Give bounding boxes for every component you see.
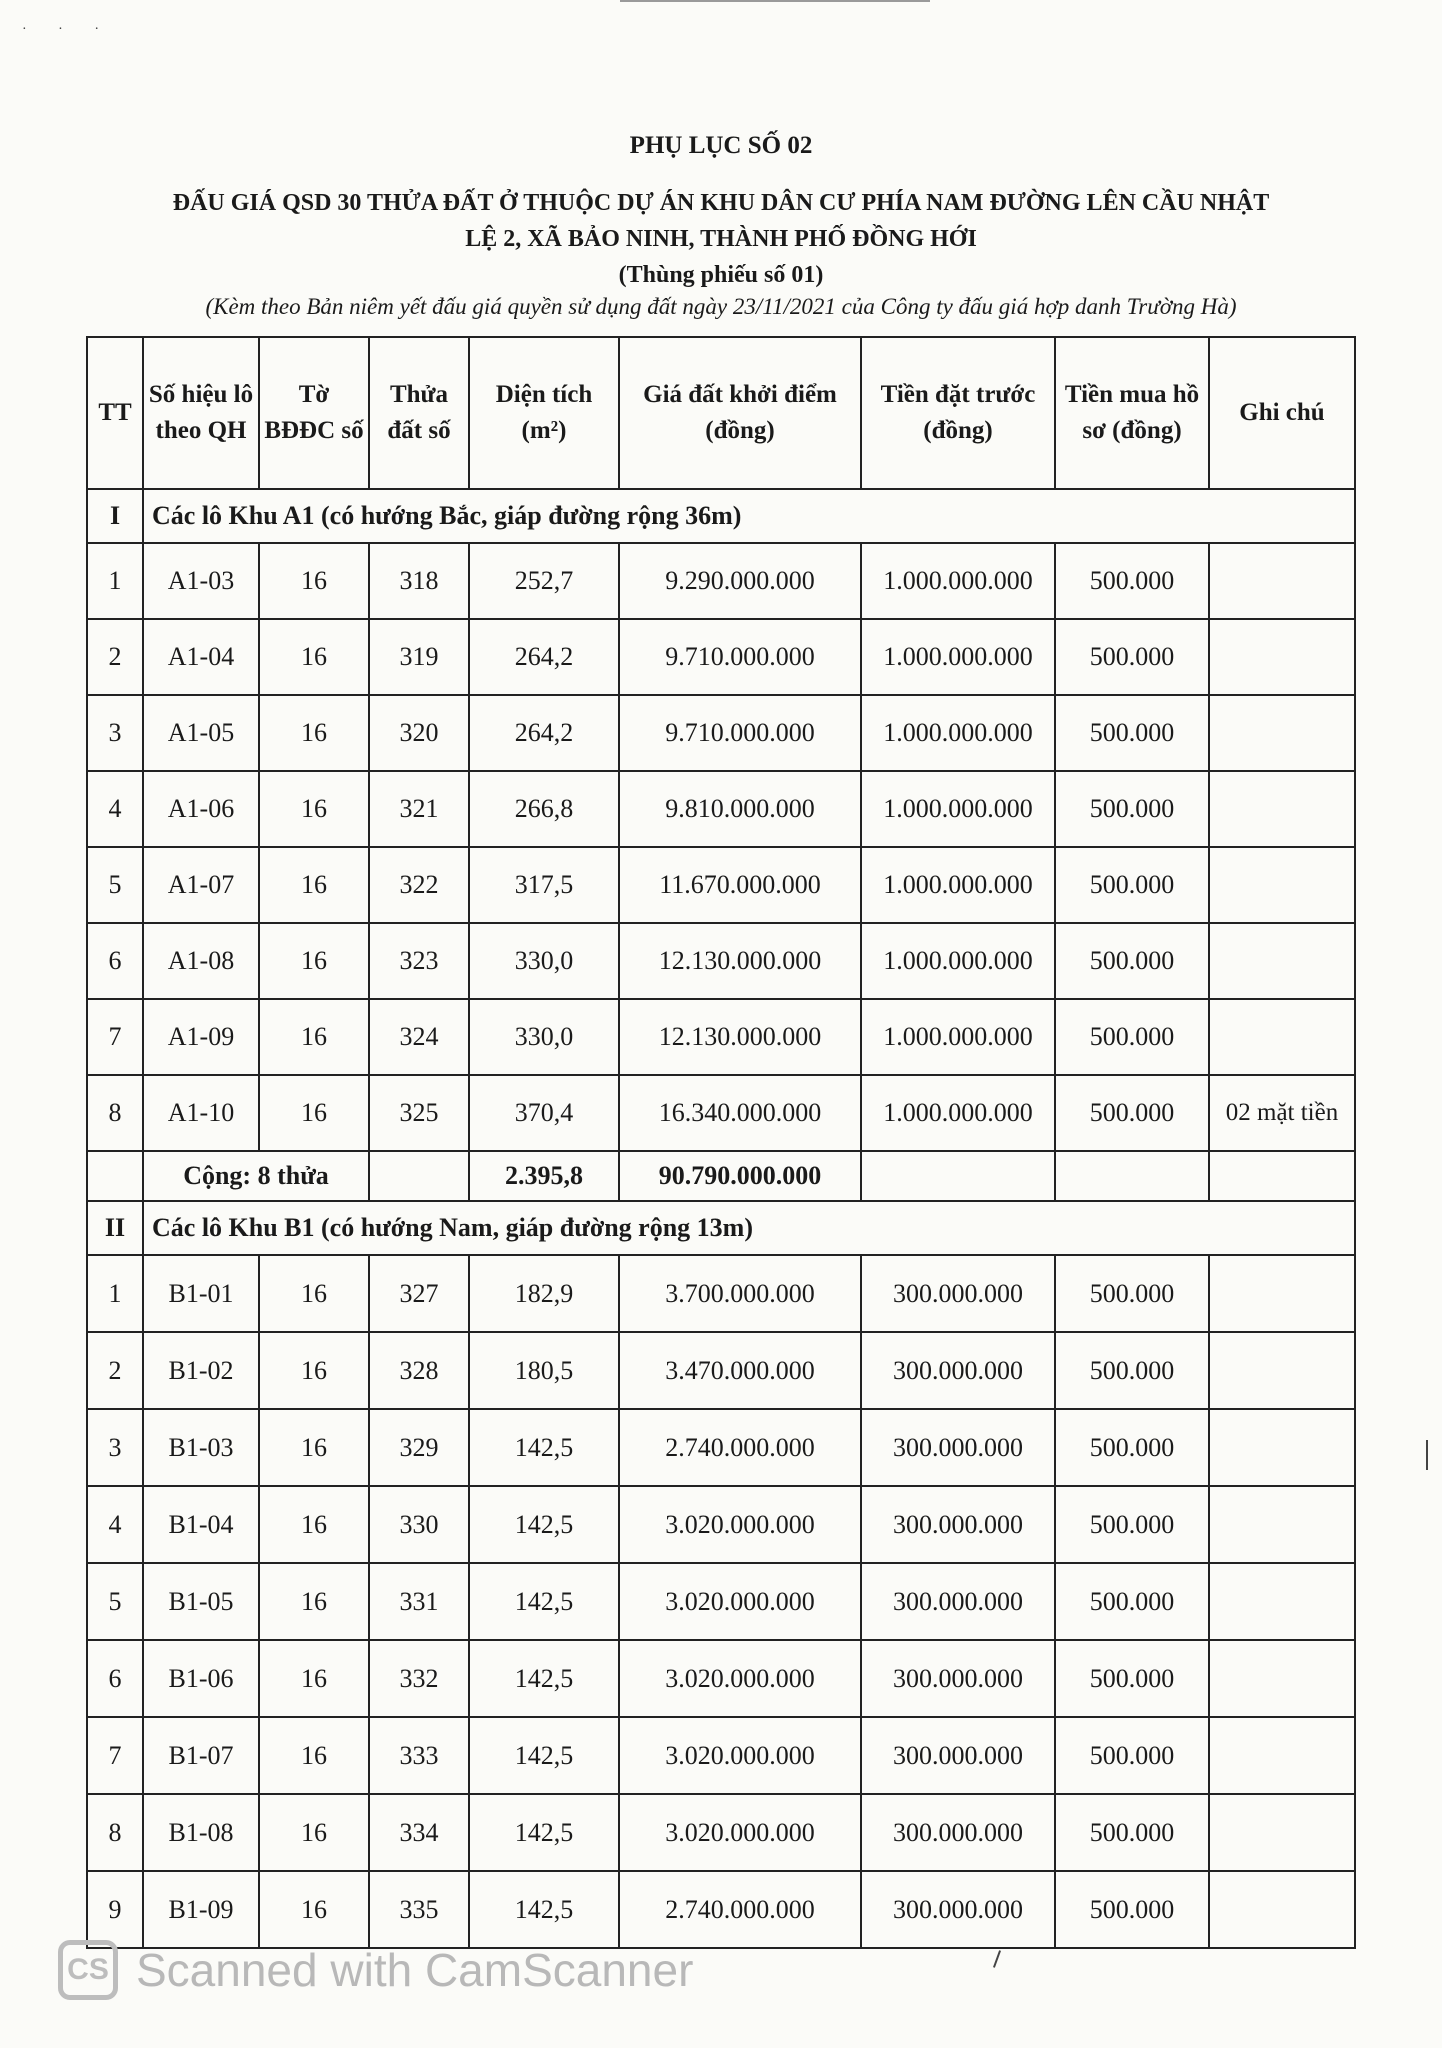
table-row [87,1794,1355,1871]
note-cell [1209,1794,1355,1871]
note-cell [1209,847,1355,923]
table-row [87,1409,1355,1486]
row-number-cell: 3 [87,1409,143,1486]
row-number-cell: 5 [87,847,143,923]
area-cell: 182,9 [469,1255,619,1332]
row-number-cell: 9 [87,1871,143,1948]
table-row [87,1075,1355,1151]
section-row-a1 [87,489,1355,543]
col-header-dossier-fee: Tiền mua hồ sơ (đồng) [1055,337,1209,489]
starting-price-cell: 9.290.000.000 [619,543,861,619]
starting-price-cell: 9.710.000.000 [619,619,861,695]
dossier-fee-cell: 500.000 [1055,1075,1209,1151]
area-cell: 266,8 [469,771,619,847]
note-cell [1209,1871,1355,1948]
deposit-cell: 1.000.000.000 [861,923,1055,999]
parcel-number-cell: 331 [369,1563,469,1640]
parcel-number-cell: 325 [369,1075,469,1151]
map-sheet-cell: 16 [259,543,369,619]
dossier-fee-cell: 500.000 [1055,1871,1209,1948]
dossier-fee-cell: 500.000 [1055,923,1209,999]
starting-price-cell: 3.020.000.000 [619,1486,861,1563]
note-cell [1209,1332,1355,1409]
starting-price-cell: 11.670.000.000 [619,847,861,923]
map-sheet-cell: 16 [259,695,369,771]
dossier-fee-cell: 500.000 [1055,619,1209,695]
row-number-cell: 7 [87,1717,143,1794]
total-cell-empty [861,1151,1055,1201]
deposit-cell: 300.000.000 [861,1486,1055,1563]
starting-price-cell: 9.710.000.000 [619,695,861,771]
row-number-cell: 7 [87,999,143,1075]
note-cell [1209,999,1355,1075]
deposit-cell: 300.000.000 [861,1409,1055,1486]
dossier-fee-cell: 500.000 [1055,695,1209,771]
starting-price-cell: 3.020.000.000 [619,1717,861,1794]
note-cell: 02 mặt tiền [1209,1075,1355,1151]
dossier-fee-cell: 500.000 [1055,1640,1209,1717]
parcel-number-cell: 333 [369,1717,469,1794]
total-label: Cộng: 8 thửa [143,1151,369,1201]
note-cell [1209,543,1355,619]
note-cell [1209,771,1355,847]
lot-code-cell: B1-05 [143,1563,259,1640]
lot-code-cell: B1-08 [143,1794,259,1871]
row-number-cell: 2 [87,1332,143,1409]
scan-mark [993,1950,1001,1968]
deposit-cell: 1.000.000.000 [861,999,1055,1075]
col-header-parcel-number: Thửa đất số [369,337,469,489]
area-cell: 142,5 [469,1871,619,1948]
col-header-notes: Ghi chú [1209,337,1355,489]
deposit-cell: 300.000.000 [861,1255,1055,1332]
parcel-number-cell: 329 [369,1409,469,1486]
deposit-cell: 1.000.000.000 [861,695,1055,771]
col-header-tt: TT [87,337,143,489]
lot-code-cell: B1-01 [143,1255,259,1332]
area-cell: 142,5 [469,1486,619,1563]
starting-price-cell: 12.130.000.000 [619,999,861,1075]
note-cell [1209,1409,1355,1486]
corner-marks: · · · [22,22,113,37]
map-sheet-cell: 16 [259,1409,369,1486]
dossier-fee-cell: 500.000 [1055,1563,1209,1640]
lot-code-cell: B1-07 [143,1717,259,1794]
dossier-fee-cell: 500.000 [1055,1794,1209,1871]
table-row [87,695,1355,771]
row-number-cell: 1 [87,543,143,619]
row-number-cell: 4 [87,1486,143,1563]
dossier-fee-cell: 500.000 [1055,1255,1209,1332]
top-edge-line [620,0,930,2]
deposit-cell: 1.000.000.000 [861,619,1055,695]
deposit-cell: 300.000.000 [861,1871,1055,1948]
map-sheet-cell: 16 [259,923,369,999]
table-row [87,847,1355,923]
lot-code-cell: B1-02 [143,1332,259,1409]
lot-code-cell: B1-04 [143,1486,259,1563]
note-cell [1209,695,1355,771]
dossier-fee-cell: 500.000 [1055,1717,1209,1794]
subtitle-line-2: LỆ 2, XÃ BẢO NINH, THÀNH PHỐ ĐỒNG HỚI [465,226,977,252]
map-sheet-cell: 16 [259,1871,369,1948]
row-number-cell: 8 [87,1075,143,1151]
col-header-map-sheet: Tờ BĐĐC số [259,337,369,489]
dossier-fee-cell: 500.000 [1055,1409,1209,1486]
section-label: Các lô Khu A1 (có hướng Bắc, giáp đường rộng 36m) [143,489,1355,543]
area-cell: 142,5 [469,1409,619,1486]
camscanner-watermark [58,1935,693,2005]
parcel-number-cell: 328 [369,1332,469,1409]
map-sheet-cell: 16 [259,1332,369,1409]
starting-price-cell: 2.740.000.000 [619,1409,861,1486]
scan-mark [1426,1440,1428,1470]
section-total-row [87,1151,1355,1201]
parcel-number-cell: 322 [369,847,469,923]
lot-code-cell: B1-06 [143,1640,259,1717]
deposit-cell: 1.000.000.000 [861,847,1055,923]
lot-code-cell: A1-10 [143,1075,259,1151]
area-cell: 264,2 [469,619,619,695]
note-cell [1209,1563,1355,1640]
starting-price-cell: 3.470.000.000 [619,1332,861,1409]
total-cell-empty [1055,1151,1209,1201]
row-number-cell: 6 [87,923,143,999]
section-row-b1 [87,1201,1355,1255]
table-row [87,1332,1355,1409]
table-row [87,543,1355,619]
map-sheet-cell: 16 [259,1717,369,1794]
row-number-cell: 8 [87,1794,143,1871]
area-cell: 180,5 [469,1332,619,1409]
row-number-cell: 6 [87,1640,143,1717]
col-header-area: Diện tích (m²) [469,337,619,489]
map-sheet-cell: 16 [259,1486,369,1563]
starting-price-cell: 9.810.000.000 [619,771,861,847]
deposit-cell: 300.000.000 [861,1640,1055,1717]
map-sheet-cell: 16 [259,619,369,695]
total-cell-empty [1209,1151,1355,1201]
parcel-number-cell: 327 [369,1255,469,1332]
area-cell: 142,5 [469,1794,619,1871]
map-sheet-cell: 16 [259,999,369,1075]
deposit-cell: 1.000.000.000 [861,543,1055,619]
lot-code-cell: A1-06 [143,771,259,847]
lot-code-cell: A1-09 [143,999,259,1075]
map-sheet-cell: 16 [259,1794,369,1871]
parcel-number-cell: 318 [369,543,469,619]
area-cell: 142,5 [469,1717,619,1794]
deposit-cell: 1.000.000.000 [861,1075,1055,1151]
dossier-fee-cell: 500.000 [1055,543,1209,619]
note-cell [1209,923,1355,999]
parcel-number-cell: 335 [369,1871,469,1948]
note-cell [1209,1255,1355,1332]
table-row [87,619,1355,695]
deposit-cell: 300.000.000 [861,1563,1055,1640]
deposit-cell: 300.000.000 [861,1332,1055,1409]
parcel-number-cell: 332 [369,1640,469,1717]
table-row [87,1255,1355,1332]
dossier-fee-cell: 500.000 [1055,1332,1209,1409]
area-cell: 330,0 [469,923,619,999]
page-title: PHỤ LỤC SỐ 02 [629,132,813,159]
attachment-note: (Kèm theo Bản niêm yết đấu giá quyền sử dụng đất ngày 23/11/2021 của Công ty đấu giá hợp danh Trường Hà) [205,294,1237,319]
parcel-number-cell: 324 [369,999,469,1075]
col-header-deposit: Tiền đặt trước (đồng) [861,337,1055,489]
area-cell: 142,5 [469,1640,619,1717]
starting-price-cell: 3.700.000.000 [619,1255,861,1332]
lot-code-cell: A1-07 [143,847,259,923]
lot-code-cell: A1-03 [143,543,259,619]
section-label: Các lô Khu B1 (có hướng Nam, giáp đường rộng 13m) [143,1201,1355,1255]
row-number-cell: 1 [87,1255,143,1332]
map-sheet-cell: 16 [259,771,369,847]
deposit-cell: 1.000.000.000 [861,771,1055,847]
row-number-cell: 4 [87,771,143,847]
table-header-row [87,337,1355,489]
dossier-fee-cell: 500.000 [1055,847,1209,923]
dossier-fee-cell: 500.000 [1055,999,1209,1075]
parcel-number-cell: 334 [369,1794,469,1871]
starting-price-cell: 3.020.000.000 [619,1563,861,1640]
starting-price-cell: 2.740.000.000 [619,1871,861,1948]
map-sheet-cell: 16 [259,1255,369,1332]
area-cell: 264,2 [469,695,619,771]
map-sheet-cell: 16 [259,1075,369,1151]
total-price: 90.790.000.000 [619,1151,861,1201]
table-row [87,771,1355,847]
lot-code-cell: A1-05 [143,695,259,771]
table-row [87,999,1355,1075]
table-row [87,1486,1355,1563]
map-sheet-cell: 16 [259,847,369,923]
parcel-number-cell: 330 [369,1486,469,1563]
row-number-cell: 2 [87,619,143,695]
ballot-box-label: (Thùng phiếu số 01) [618,262,824,288]
lot-code-cell: A1-04 [143,619,259,695]
note-cell [1209,1486,1355,1563]
total-cell-empty [369,1151,469,1201]
parcel-number-cell: 323 [369,923,469,999]
row-number-cell: 3 [87,695,143,771]
lot-code-cell: B1-03 [143,1409,259,1486]
map-sheet-cell: 16 [259,1563,369,1640]
area-cell: 252,7 [469,543,619,619]
row-number-cell: 5 [87,1563,143,1640]
starting-price-cell: 12.130.000.000 [619,923,861,999]
table-row [87,1717,1355,1794]
note-cell [1209,1717,1355,1794]
land-lot-table [86,336,1356,1949]
area-cell: 330,0 [469,999,619,1075]
lot-code-cell: A1-08 [143,923,259,999]
starting-price-cell: 16.340.000.000 [619,1075,861,1151]
table-row [87,1563,1355,1640]
starting-price-cell: 3.020.000.000 [619,1640,861,1717]
camscanner-icon: CS [58,1940,118,2000]
total-area: 2.395,8 [469,1151,619,1201]
table-row [87,923,1355,999]
col-header-starting-price: Giá đất khởi điểm (đồng) [619,337,861,489]
dossier-fee-cell: 500.000 [1055,771,1209,847]
note-cell [1209,619,1355,695]
lot-code-cell: B1-09 [143,1871,259,1948]
deposit-cell: 300.000.000 [861,1717,1055,1794]
subtitle-line-1: ĐẤU GIÁ QSD 30 THỬA ĐẤT Ở THUỘC DỰ ÁN KHU DÂN CƯ PHÍA NAM ĐƯỜNG LÊN CẦU NHẬT [172,190,1270,216]
starting-price-cell: 3.020.000.000 [619,1794,861,1871]
deposit-cell: 300.000.000 [861,1794,1055,1871]
section-number: I [87,489,143,543]
section-number: II [87,1201,143,1255]
map-sheet-cell: 16 [259,1640,369,1717]
watermark-text: Scanned with CamScanner [136,1944,694,1996]
area-cell: 317,5 [469,847,619,923]
note-cell [1209,1640,1355,1717]
table-row [87,1640,1355,1717]
parcel-number-cell: 321 [369,771,469,847]
area-cell: 370,4 [469,1075,619,1151]
parcel-number-cell: 320 [369,695,469,771]
total-cell-empty [87,1151,143,1201]
parcel-number-cell: 319 [369,619,469,695]
col-header-lot-code: Số hiệu lô theo QH [143,337,259,489]
area-cell: 142,5 [469,1563,619,1640]
dossier-fee-cell: 500.000 [1055,1486,1209,1563]
